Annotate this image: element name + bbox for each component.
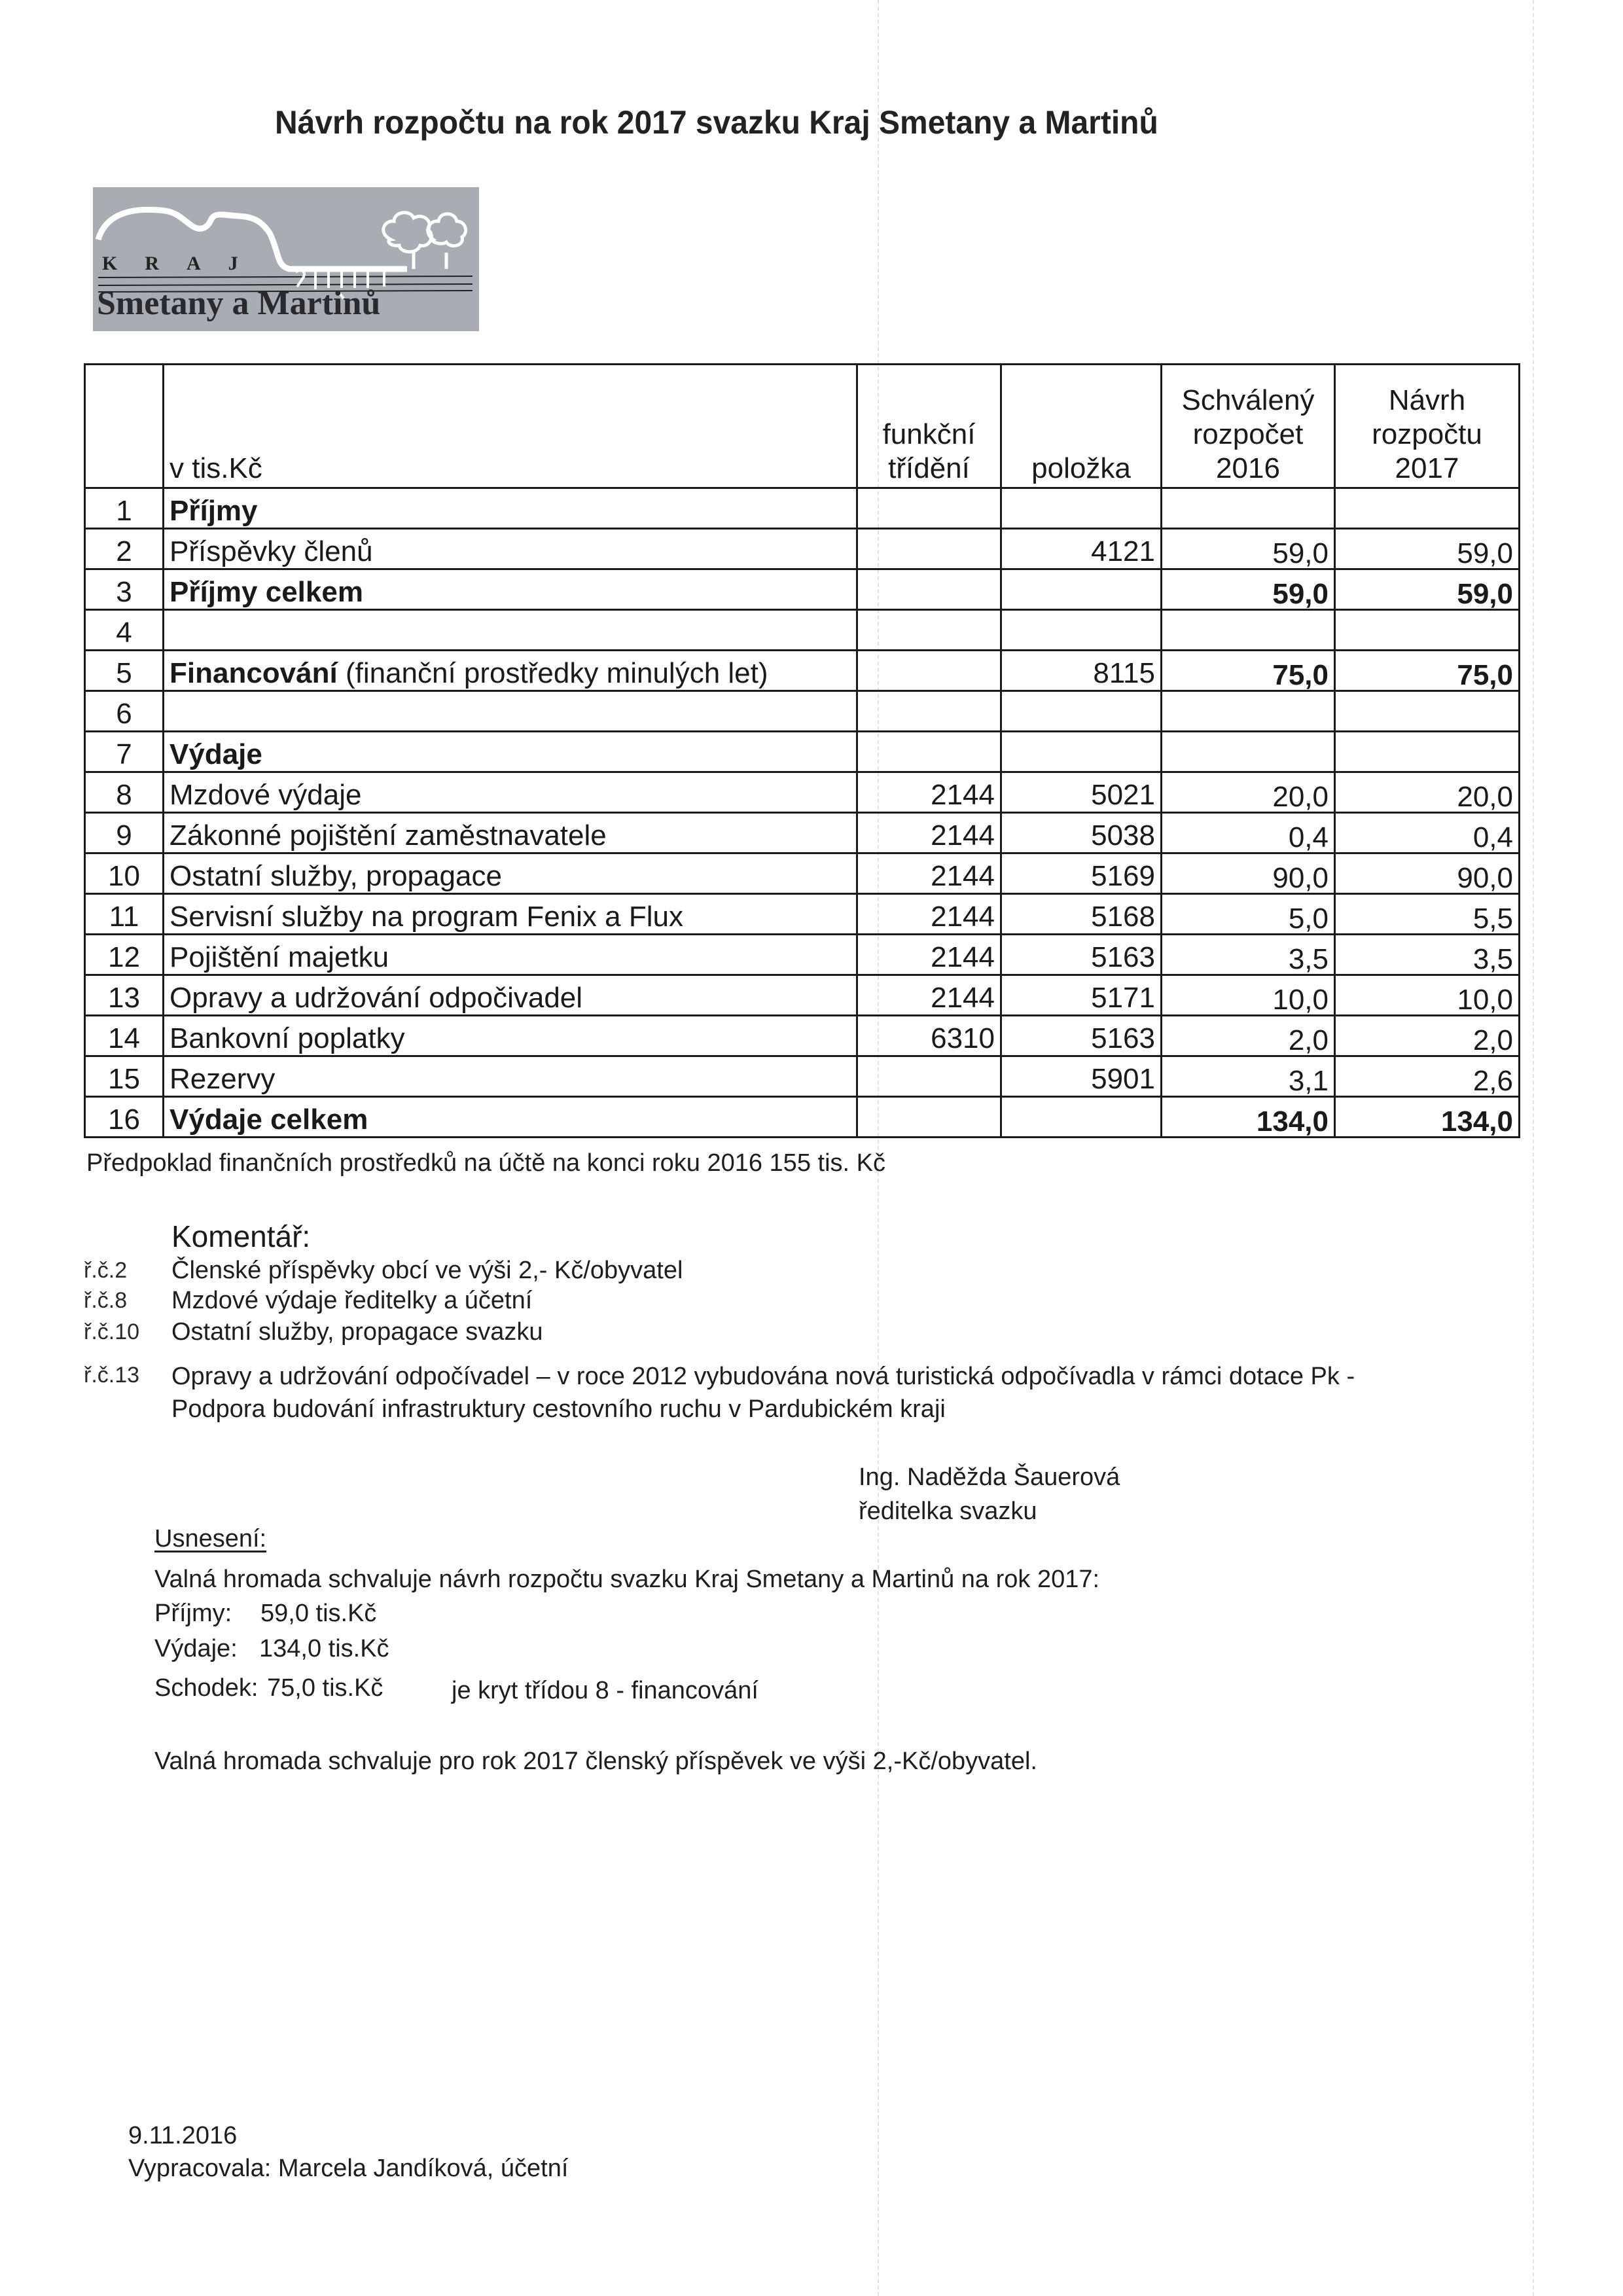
table-row — [85, 691, 1520, 732]
comment-text: Mzdové výdaje ředitelky a účetní — [171, 1287, 533, 1314]
row-label — [164, 772, 857, 813]
polozka-value: 5163 — [1001, 1016, 1162, 1056]
funkcni-trideni-value — [857, 529, 1001, 569]
header-row-number — [85, 365, 164, 488]
funkcni-trideni-value: 2144 — [857, 813, 1001, 853]
row-label — [164, 691, 857, 732]
row-label — [164, 1097, 857, 1138]
row-label — [164, 1056, 857, 1097]
budget-table-body — [85, 488, 1520, 1138]
table-row — [85, 853, 1520, 894]
row-label-text: Příspěvky členů — [169, 535, 373, 567]
polozka-value: 5021 — [1001, 772, 1162, 813]
scan-artifact-line — [878, 0, 879, 2296]
document-date: 9.11.2016 — [128, 2122, 238, 2149]
row-number: 3 — [85, 569, 164, 610]
polozka-value — [1001, 691, 1162, 732]
resolution-heading: Usnesení: — [154, 1525, 267, 1552]
row-number: 2 — [85, 529, 164, 569]
header-navrh-2017: Návrh rozpočtu 2017 — [1335, 365, 1520, 488]
table-row — [85, 610, 1520, 651]
row-number: 15 — [85, 1056, 164, 1097]
table-row — [85, 651, 1520, 691]
row-label — [164, 975, 857, 1016]
deficit-label: Schodek: — [154, 1674, 259, 1702]
schvaleny-2016-value: 3,1 — [1162, 1056, 1335, 1097]
navrh-2017-value: 20,0 — [1335, 772, 1520, 813]
row-number: 10 — [85, 853, 164, 894]
resolution-intro: Valná hromada schvaluje návrh rozpočtu svazku Kraj Smetany a Martinů na rok 2017: — [154, 1566, 1100, 1593]
table-row — [85, 935, 1520, 975]
navrh-2017-value: 134,0 — [1335, 1097, 1520, 1138]
polozka-value — [1001, 610, 1162, 651]
table-row — [85, 772, 1520, 813]
row-label — [164, 488, 857, 529]
funkcni-trideni-value — [857, 569, 1001, 610]
navrh-2017-value: 5,5 — [1335, 894, 1520, 935]
forecast-note: Předpoklad finančních prostředků na účtě na konci roku 2016 155 tis. Kč — [86, 1149, 885, 1177]
table-row — [85, 732, 1520, 772]
funkcni-trideni-value: 6310 — [857, 1016, 1001, 1056]
row-number: 14 — [85, 1016, 164, 1056]
funkcni-trideni-value — [857, 610, 1001, 651]
row-label — [164, 732, 857, 772]
funkcni-trideni-value — [857, 691, 1001, 732]
navrh-2017-value — [1335, 691, 1520, 732]
expense-value: 134,0 tis.Kč — [259, 1635, 389, 1662]
schvaleny-2016-value: 2,0 — [1162, 1016, 1335, 1056]
document-title: Návrh rozpočtu na rok 2017 svazku Kraj Smetany a Martinů — [275, 104, 1158, 141]
row-label-suffix: (finanční prostředky minulých let) — [337, 657, 768, 689]
table-row — [85, 569, 1520, 610]
row-label-text: Rezervy — [169, 1063, 276, 1095]
polozka-value — [1001, 488, 1162, 529]
row-label — [164, 935, 857, 975]
row-label — [164, 813, 857, 853]
row-label-text: Opravy a udržování odpočivadel — [169, 982, 583, 1014]
navrh-2017-value — [1335, 610, 1520, 651]
navrh-2017-value: 2,6 — [1335, 1056, 1520, 1097]
row-number: 5 — [85, 651, 164, 691]
row-number: 11 — [85, 894, 164, 935]
table-header-row — [85, 365, 1520, 488]
table-row — [85, 1097, 1520, 1138]
navrh-2017-value: 75,0 — [1335, 651, 1520, 691]
navrh-2017-value — [1335, 732, 1520, 772]
schvaleny-2016-value: 90,0 — [1162, 853, 1335, 894]
row-label — [164, 853, 857, 894]
navrh-2017-value — [1335, 488, 1520, 529]
row-number: 13 — [85, 975, 164, 1016]
funkcni-trideni-value — [857, 732, 1001, 772]
row-number: 9 — [85, 813, 164, 853]
polozka-value: 4121 — [1001, 529, 1162, 569]
income-value: 59,0 tis.Kč — [260, 1600, 377, 1627]
polozka-value: 5163 — [1001, 935, 1162, 975]
row-label-text: Ostatní služby, propagace — [169, 860, 502, 892]
row-number: 8 — [85, 772, 164, 813]
budget-table — [84, 363, 1520, 1138]
schvaleny-2016-value: 5,0 — [1162, 894, 1335, 935]
polozka-value: 5171 — [1001, 975, 1162, 1016]
row-label-text: Servisní služby na program Fenix a Flux — [169, 901, 683, 933]
table-row — [85, 1056, 1520, 1097]
navrh-2017-value: 2,0 — [1335, 1016, 1520, 1056]
membership-fee-resolution: Valná hromada schvaluje pro rok 2017 členský příspěvek ve výši 2,-Kč/obyvatel. — [154, 1748, 1037, 1775]
table-row — [85, 488, 1520, 529]
polozka-value: 5038 — [1001, 813, 1162, 853]
polozka-value — [1001, 732, 1162, 772]
header-unit: v tis.Kč — [164, 365, 857, 488]
navrh-2017-value: 59,0 — [1335, 529, 1520, 569]
row-number: 7 — [85, 732, 164, 772]
polozka-value — [1001, 569, 1162, 610]
row-number: 1 — [85, 488, 164, 529]
table-row — [85, 1016, 1520, 1056]
signature-role: ředitelka svazku — [859, 1498, 1037, 1525]
comments-heading: Komentář: — [171, 1219, 311, 1253]
funkcni-trideni-value — [857, 1056, 1001, 1097]
comment-ref: ř.č.10 — [84, 1319, 140, 1344]
schvaleny-2016-value — [1162, 691, 1335, 732]
comment-ref: ř.č.2 — [84, 1258, 128, 1283]
row-label — [164, 1016, 857, 1056]
row-label-text: Zákonné pojištění zaměstnavatele — [169, 819, 607, 852]
row-label-text: Výdaje celkem — [169, 1103, 368, 1136]
row-number: 6 — [85, 691, 164, 732]
row-label-text: Příjmy celkem — [169, 576, 363, 608]
deficit-value: 75,0 tis.Kč — [267, 1674, 383, 1702]
row-label-text: Financování — [169, 657, 338, 689]
logo-name-text: Smetany a Martinů — [97, 285, 381, 322]
comment-text: Ostatní služby, propagace svazku — [171, 1318, 543, 1346]
funkcni-trideni-value: 2144 — [857, 853, 1001, 894]
row-label — [164, 610, 857, 651]
row-label-text: Bankovní poplatky — [169, 1022, 405, 1054]
table-row — [85, 894, 1520, 935]
funkcni-trideni-value: 2144 — [857, 935, 1001, 975]
polozka-value: 5169 — [1001, 853, 1162, 894]
schvaleny-2016-value — [1162, 610, 1335, 651]
polozka-value: 8115 — [1001, 651, 1162, 691]
row-label — [164, 529, 857, 569]
row-label-text: Mzdové výdaje — [169, 779, 362, 811]
signature-name: Ing. Naděžda Šauerová — [859, 1463, 1120, 1491]
funkcni-trideni-value — [857, 1097, 1001, 1138]
schvaleny-2016-value: 59,0 — [1162, 529, 1335, 569]
row-label — [164, 569, 857, 610]
schvaleny-2016-value: 10,0 — [1162, 975, 1335, 1016]
funkcni-trideni-value: 2144 — [857, 975, 1001, 1016]
funkcni-trideni-value — [857, 488, 1001, 529]
polozka-value: 5168 — [1001, 894, 1162, 935]
header-funkcni-trideni: funkční třídění — [857, 365, 1001, 488]
navrh-2017-value: 90,0 — [1335, 853, 1520, 894]
table-row — [85, 813, 1520, 853]
scan-artifact-line — [1533, 0, 1534, 2296]
row-number: 16 — [85, 1097, 164, 1138]
expense-label: Výdaje: — [154, 1635, 238, 1662]
navrh-2017-value: 0,4 — [1335, 813, 1520, 853]
income-label: Příjmy: — [154, 1600, 232, 1627]
row-label-text: Příjmy — [169, 495, 258, 527]
funkcni-trideni-value: 2144 — [857, 772, 1001, 813]
prepared-by: Vypracovala: Marcela Jandíková, účetní — [128, 2155, 569, 2182]
header-polozka: položka — [1001, 365, 1162, 488]
row-label — [164, 651, 857, 691]
navrh-2017-value: 3,5 — [1335, 935, 1520, 975]
polozka-value — [1001, 1097, 1162, 1138]
schvaleny-2016-value: 59,0 — [1162, 569, 1335, 610]
comment-text-continued: Podpora budování infrastruktury cestovního ruchu v Pardubickém kraji — [171, 1395, 946, 1423]
schvaleny-2016-value — [1162, 732, 1335, 772]
row-number: 4 — [85, 610, 164, 651]
logo — [93, 187, 479, 331]
navrh-2017-value: 59,0 — [1335, 569, 1520, 610]
row-number: 12 — [85, 935, 164, 975]
schvaleny-2016-value: 20,0 — [1162, 772, 1335, 813]
navrh-2017-value: 10,0 — [1335, 975, 1520, 1016]
header-schvaleny-2016: Schválený rozpočet 2016 — [1162, 365, 1335, 488]
table-row — [85, 529, 1520, 569]
schvaleny-2016-value: 3,5 — [1162, 935, 1335, 975]
row-label-text: Výdaje — [169, 738, 262, 770]
row-label — [164, 894, 857, 935]
comment-text: Opravy a udržování odpočívadel – v roce 2012 vybudována nová turistická odpočívadla v rámci dotace Pk - — [171, 1363, 1355, 1390]
funkcni-trideni-value: 2144 — [857, 894, 1001, 935]
schvaleny-2016-value: 75,0 — [1162, 651, 1335, 691]
table-row — [85, 975, 1520, 1016]
funkcni-trideni-value — [857, 651, 1001, 691]
comment-text: Členské příspěvky obcí ve výši 2,- Kč/obyvatel — [171, 1257, 683, 1284]
polozka-value: 5901 — [1001, 1056, 1162, 1097]
deficit-note: je kryt třídou 8 - financování — [452, 1677, 758, 1704]
comment-ref: ř.č.13 — [84, 1363, 140, 1388]
schvaleny-2016-value — [1162, 488, 1335, 529]
comment-ref: ř.č.8 — [84, 1288, 128, 1313]
logo-kraj-text: KRAJ — [102, 253, 266, 274]
schvaleny-2016-value: 0,4 — [1162, 813, 1335, 853]
schvaleny-2016-value: 134,0 — [1162, 1097, 1335, 1138]
row-label-text: Pojištění majetku — [169, 941, 389, 973]
